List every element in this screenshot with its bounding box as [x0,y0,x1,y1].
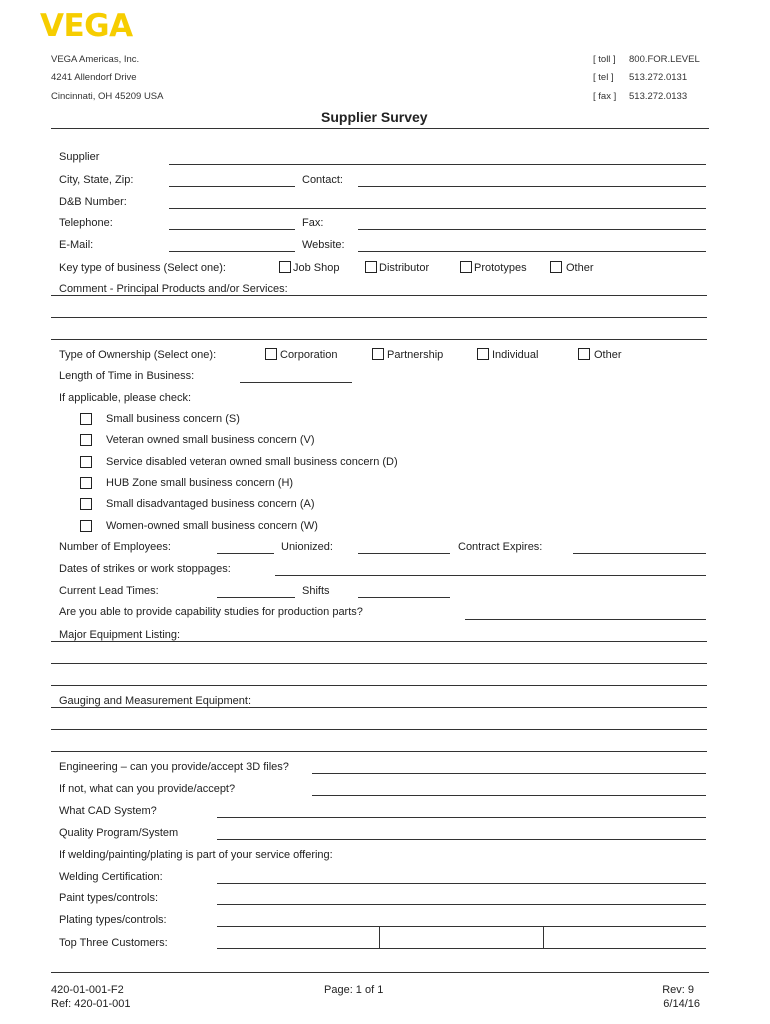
contract-expires-field[interactable] [573,553,706,554]
form-number: 420-01-001-F2 [51,984,124,996]
concern-h-checkbox[interactable] [80,477,92,489]
contact-label: Contact: [302,174,343,186]
paint-field[interactable] [217,904,706,905]
company-address-1: 4241 Allendorf Drive [51,72,137,83]
comment-line-2[interactable] [51,317,707,318]
concern-v-checkbox[interactable] [80,434,92,446]
dnb-field[interactable] [169,208,706,209]
partnership-label: Partnership [387,349,444,361]
footer-rule [51,972,709,973]
page-title: Supplier Survey [321,109,428,125]
concern-w-label: Women-owned small business concern (W) [106,520,318,532]
lead-times-label: Current Lead Times: [59,585,159,597]
business-other-checkbox[interactable] [550,261,562,273]
concern-d-checkbox[interactable] [80,456,92,468]
if-applicable-label: If applicable, please check: [59,392,192,404]
city-field[interactable] [169,186,295,187]
gauging-line-1[interactable] [51,707,707,708]
capability-field[interactable] [465,619,706,620]
employees-label: Number of Employees: [59,541,171,553]
website-field[interactable] [358,251,706,252]
major-equipment-label: Major Equipment Listing: [59,629,181,641]
lead-times-field[interactable] [217,597,295,598]
prototypes-label: Prototypes [474,262,527,274]
business-other-label: Other [566,262,594,274]
shifts-field[interactable] [358,597,450,598]
major-equipment-line-3[interactable] [51,685,707,686]
fax-field-label: Fax: [302,217,324,229]
capability-label: Are you able to provide capability studies for production parts? [59,606,363,618]
welding-cert-field[interactable] [217,883,706,884]
individual-label: Individual [492,349,539,361]
welding-intro-label: If welding/painting/plating is part of your service offering: [59,849,333,861]
comment-line-3[interactable] [51,339,707,340]
supplier-label: Supplier [59,151,100,163]
company-name: VEGA Americas, Inc. [51,54,140,65]
concern-a-label: Small disadvantaged business concern (A) [106,498,315,510]
fax-label: [ fax ] [593,91,617,102]
shifts-label: Shifts [302,585,330,597]
if-not-field[interactable] [312,795,706,796]
cad-field[interactable] [217,817,706,818]
ownership-other-checkbox[interactable] [578,348,590,360]
comment-line-1[interactable] [51,295,707,296]
concern-h-label: HUB Zone small business concern (H) [106,477,294,489]
job-shop-label: Job Shop [293,262,340,274]
top-customers-field[interactable] [217,948,706,949]
concern-s-checkbox[interactable] [80,413,92,425]
major-equipment-line-2[interactable] [51,663,707,664]
unionized-label: Unionized: [281,541,333,553]
cad-label: What CAD System? [59,805,157,817]
fax-field[interactable] [358,229,706,230]
paint-label: Paint types/controls: [59,892,159,904]
toll-label: [ toll ] [593,54,616,65]
gauging-line-3[interactable] [51,751,707,752]
if-not-label: If not, what can you provide/accept? [59,783,236,795]
individual-checkbox[interactable] [477,348,489,360]
gauging-line-2[interactable] [51,729,707,730]
welding-cert-label: Welding Certification: [59,871,163,883]
concern-v-label: Veteran owned small business concern (V) [106,434,315,446]
form-ref: Ref: 420-01-001 [51,998,131,1010]
revision-date: 6/14/16 [663,998,700,1010]
contact-field[interactable] [358,186,706,187]
plating-field[interactable] [217,926,706,927]
concern-s-label: Small business concern (S) [106,413,240,425]
strikes-field[interactable] [275,575,706,576]
revision: Rev: 9 [662,984,694,996]
ownership-other-label: Other [594,349,622,361]
quality-label: Quality Program/System [59,827,179,839]
job-shop-checkbox[interactable] [279,261,291,273]
distributor-checkbox[interactable] [365,261,377,273]
top-customers-label: Top Three Customers: [59,937,168,949]
vega-logo: VEGA [40,8,133,44]
contract-expires-label: Contract Expires: [458,541,543,553]
tel-label: [ tel ] [593,72,614,83]
fax-value: 513.272.0133 [629,91,688,102]
concern-a-checkbox[interactable] [80,498,92,510]
concern-w-checkbox[interactable] [80,520,92,532]
toll-value: 800.FOR.LEVEL [629,54,700,65]
employees-field[interactable] [217,553,274,554]
supplier-field[interactable] [169,164,706,165]
company-address-2: Cincinnati, OH 45209 USA [51,91,164,102]
length-time-label: Length of Time in Business: [59,370,195,382]
distributor-label: Distributor [379,262,430,274]
key-business-label: Key type of business (Select one): [59,262,226,274]
corporation-label: Corporation [280,349,338,361]
email-field[interactable] [169,251,295,252]
unionized-field[interactable] [358,553,450,554]
concern-d-label: Service disabled veteran owned small business concern (D) [106,456,398,468]
title-rule [51,128,709,129]
partnership-checkbox[interactable] [372,348,384,360]
quality-field[interactable] [217,839,706,840]
engineering-label: Engineering – can you provide/accept 3D files? [59,761,289,773]
comment-label: Comment - Principal Products and/or Services: [59,283,288,295]
gauging-label: Gauging and Measurement Equipment: [59,695,252,707]
strikes-label: Dates of strikes or work stoppages: [59,563,231,575]
engineering-field[interactable] [312,773,706,774]
email-label: E-Mail: [59,239,94,251]
page-number: Page: 1 of 1 [324,984,384,996]
telephone-field[interactable] [169,229,295,230]
major-equipment-line-1[interactable] [51,641,707,642]
website-label: Website: [302,239,345,251]
tel-value: 513.272.0131 [629,72,688,83]
length-time-field[interactable] [240,382,352,383]
customers-divider-2 [543,926,544,948]
corporation-checkbox[interactable] [265,348,277,360]
city-label: City, State, Zip: [59,174,134,186]
prototypes-checkbox[interactable] [460,261,472,273]
telephone-label: Telephone: [59,217,113,229]
plating-label: Plating types/controls: [59,914,167,926]
ownership-label: Type of Ownership (Select one): [59,349,217,361]
dnb-label: D&B Number: [59,196,127,208]
customers-divider-1 [379,926,380,948]
